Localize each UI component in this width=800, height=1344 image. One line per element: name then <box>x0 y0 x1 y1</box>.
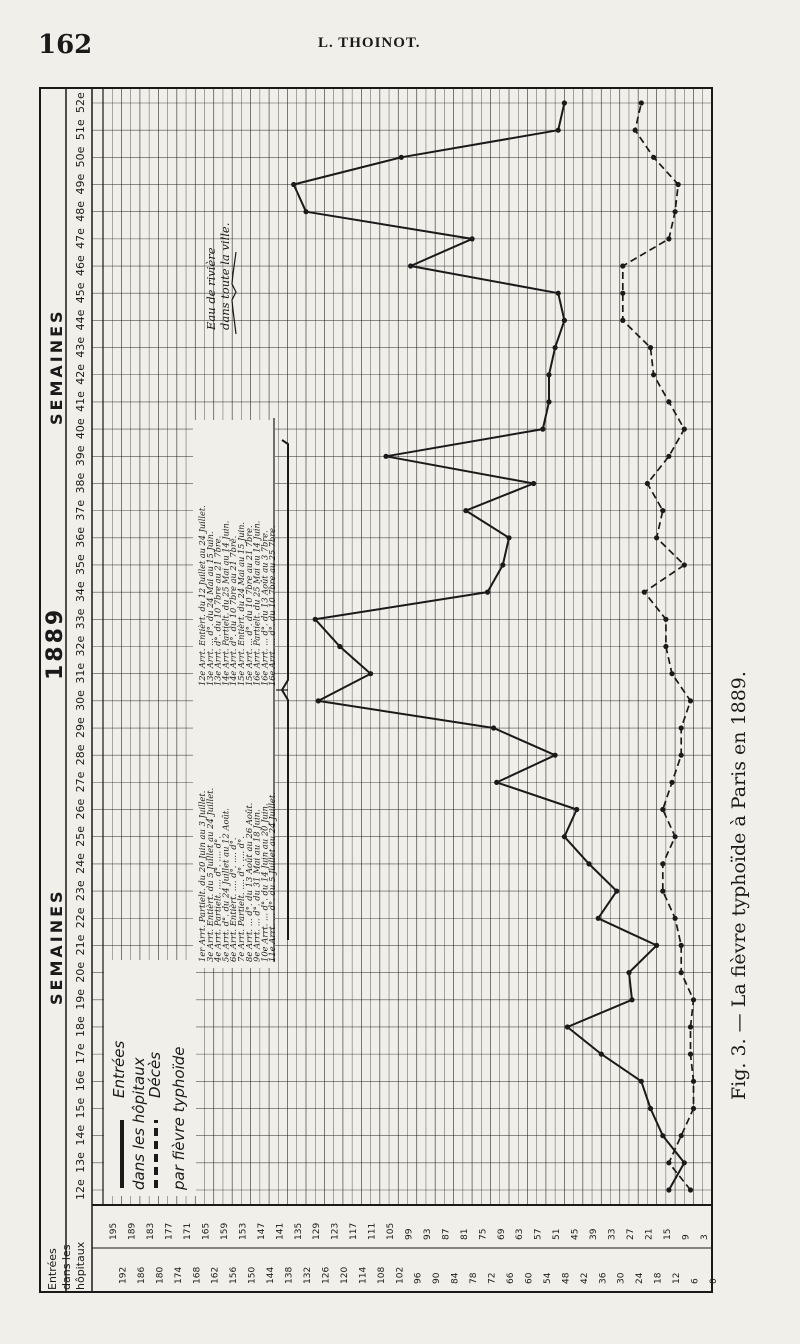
deces-point <box>639 100 644 105</box>
y-tick-outer-label: 12 <box>672 1272 683 1284</box>
y-tick-inner-label: 141 <box>275 1222 286 1240</box>
week-tick-label: 13e <box>74 1152 87 1173</box>
deces-point <box>691 1079 696 1084</box>
week-tick-label: 50e <box>74 146 87 168</box>
week-tick-label: 26e <box>74 798 87 820</box>
deces-point <box>676 182 681 187</box>
deces-point <box>620 318 625 323</box>
entrees-point <box>291 182 296 187</box>
deces-point <box>673 834 678 839</box>
y-tick-outer-label: 126 <box>321 1266 332 1284</box>
week-tick-label: 44e <box>74 309 87 331</box>
week-tick-label: 27e <box>74 771 87 793</box>
figure-caption: Fig. 3. — La fièvre typhoïde à Paris en 1889. <box>728 671 750 1100</box>
week-tick-label: 12e <box>74 1179 87 1200</box>
entrees-point <box>491 725 496 730</box>
entrees-point <box>666 1187 671 1192</box>
y-tick-inner-label: 99 <box>404 1228 415 1240</box>
entrees-point <box>553 753 558 758</box>
eau-note-line1: Eau de rivière <box>204 247 218 330</box>
entrees-point <box>316 698 321 703</box>
week-tick-label: 20e <box>74 961 87 983</box>
week-tick-label: 19e <box>74 989 87 1010</box>
y-tick-inner-label: 81 <box>459 1228 470 1240</box>
running-head: L. THOINOT. <box>318 35 421 51</box>
entrees-point <box>368 671 373 676</box>
y-tick-outer-label: 156 <box>229 1266 240 1284</box>
week-tick-label: 43e <box>74 336 87 358</box>
y-tick-outer-label: 90 <box>432 1272 443 1284</box>
y-tick-outer-label: 168 <box>192 1266 203 1284</box>
entrees-point <box>654 943 659 948</box>
week-tick-label: 45e <box>74 282 87 304</box>
week-tick-label: 14e <box>74 1124 87 1146</box>
y-tick-inner-label: 183 <box>146 1222 157 1240</box>
entrees-point <box>553 345 558 350</box>
y-tick-inner-label: 111 <box>367 1222 378 1240</box>
annotation-table <box>193 223 288 968</box>
y-tick-inner-label: 63 <box>515 1228 526 1240</box>
entrees-point <box>546 372 551 377</box>
week-tick-label: 47e <box>74 228 87 249</box>
y-tick-inner-label: 195 <box>109 1222 120 1240</box>
entrees-point <box>562 834 567 839</box>
week-tick-label: 30e <box>74 690 87 711</box>
chart-header <box>43 92 87 1200</box>
deces-point <box>666 454 671 459</box>
entrees-point <box>565 1024 570 1029</box>
y-tick-outer-label: 54 <box>542 1272 553 1284</box>
chart-title: 1889 <box>43 606 68 680</box>
week-tick-label: 18e <box>74 1016 87 1037</box>
entrees-point <box>337 644 342 649</box>
deces-point <box>633 128 638 133</box>
y-tick-inner-label: 21 <box>644 1228 655 1240</box>
week-tick-label: 21e <box>74 934 87 956</box>
y-tick-inner-label: 135 <box>293 1222 304 1240</box>
y-tick-inner-label: 27 <box>625 1228 636 1240</box>
legend <box>104 960 196 1196</box>
annot-right-line: 13e Arrt. ... d°. du 24 Mai au 15 Juin. <box>204 531 215 686</box>
y-tick-inner-label: 117 <box>349 1222 360 1240</box>
y-tick-inner-label: 171 <box>183 1222 194 1240</box>
y-tick-outer-label: 72 <box>487 1272 498 1284</box>
y-tick-outer-label: 30 <box>616 1272 627 1284</box>
y-tick-outer-label: 108 <box>376 1266 387 1284</box>
week-tick-label: 40e <box>74 418 87 440</box>
y-tick-outer-label: 48 <box>561 1272 572 1284</box>
entrees-point <box>614 889 619 894</box>
deces-point <box>688 1024 693 1029</box>
annot-left-line: 3e Arrt. Entièrt. du 5 Juillet au 24 Juillet. <box>204 787 215 962</box>
y-tick-outer-label: 144 <box>266 1266 277 1284</box>
y-tick-inner-label: 177 <box>164 1222 175 1240</box>
week-tick-label: 32e <box>74 635 87 657</box>
legend-dashed-line2: par fièvre typhoïde <box>170 1046 188 1190</box>
annot-left-line: 10e Arrt. ... d°. du 14 Juin au 20 Juin. <box>259 803 270 962</box>
y-tick-outer-label: 150 <box>247 1266 258 1284</box>
week-tick-label: 29e <box>74 717 87 739</box>
week-tick-label: 51e <box>74 119 87 141</box>
y-tick-outer-label: 174 <box>173 1266 184 1284</box>
y-tick-outer-label: 114 <box>358 1266 369 1284</box>
deces-point <box>679 725 684 730</box>
y-tick-inner-label: 93 <box>422 1228 433 1240</box>
week-tick-label: 37e <box>74 499 87 521</box>
y-tick-inner-label: 75 <box>478 1228 489 1240</box>
deces-point <box>669 780 674 785</box>
annot-left-line: 5e Arrt. d°. du 24 Juillet au 12 Août. <box>220 808 231 962</box>
y-tick-outer-label: 36 <box>598 1272 609 1284</box>
deces-point <box>620 291 625 296</box>
y-tick-outer-label: 186 <box>136 1266 147 1284</box>
deces-point <box>679 943 684 948</box>
y-tick-outer-label: 66 <box>506 1272 516 1284</box>
legend-solid-line1: Entrées <box>110 1040 128 1098</box>
deces-point <box>648 345 653 350</box>
y-tick-outer-label: 138 <box>284 1266 295 1284</box>
y-tick-inner-label: 105 <box>386 1222 397 1240</box>
week-tick-label: 23e <box>74 880 87 902</box>
entrees-point <box>383 454 388 459</box>
eau-note-line2: dans toute la ville. <box>218 222 232 330</box>
annot-left-line: 6e Arrt. Entièrt. .... d°. .... d°. <box>228 837 239 962</box>
deces-point <box>669 671 674 676</box>
week-tick-label: 35e <box>74 554 87 575</box>
y-tick-outer-label: 42 <box>579 1272 590 1284</box>
annot-left-line: 1er Arrt. Partielt. du 20 Juin au 3 Juillet. <box>197 790 207 962</box>
entrees-point <box>470 236 475 241</box>
week-tick-label: 48e <box>74 200 87 222</box>
deces-point <box>654 535 659 540</box>
deces-point <box>651 372 656 377</box>
week-tick-label: 22e <box>74 907 87 929</box>
entrees-point <box>648 1106 653 1111</box>
deces-point <box>666 399 671 404</box>
entrees-point <box>596 916 601 921</box>
y-tick-inner-label: 129 <box>312 1222 323 1240</box>
y-axis-title-line1: Entrées <box>46 1248 59 1290</box>
week-tick-label: 33e <box>74 608 87 630</box>
annot-right-line: 16e Arrt. ... d°. du 10 7bre au 25 7bre. <box>267 525 278 686</box>
week-tick-label: 24e <box>74 853 87 874</box>
page-number: 162 <box>38 30 93 60</box>
entrees-point <box>556 291 561 296</box>
y-tick-outer-label: 18 <box>653 1272 664 1284</box>
annot-left-line: 7e Arrt. Partielt. .... d°. .... d°. <box>236 835 246 962</box>
week-tick-label: 38e <box>74 472 87 494</box>
entrees-point <box>531 481 536 486</box>
entrees-point <box>463 508 468 513</box>
y-tick-inner-label: 57 <box>533 1228 544 1240</box>
y-tick-outer-label: 162 <box>210 1266 221 1284</box>
week-tick-label: 42e <box>74 363 87 385</box>
legend-dashed-line1: Décès <box>146 1051 164 1098</box>
annot-right-line: 15e Arrt. ... d°. du 10 7bre au 21 7bre. <box>243 525 254 686</box>
legend-solid-line2: dans les hôpitaux <box>130 1057 148 1190</box>
annot-right-line: 14e Arrt. d°. du 10 7bre au 21 7bre. <box>228 535 239 686</box>
y-tick-inner-label: 51 <box>552 1228 563 1240</box>
annot-left-line: 9e Arrt. ... d°. du 31 Mai au 18 Juin. <box>251 809 262 962</box>
y-tick-inner-label: 153 <box>238 1222 249 1240</box>
entrees-point <box>556 128 561 133</box>
y-tick-outer-label: 0 <box>709 1278 719 1284</box>
x-axis-label-upper: SEMAINES <box>47 308 66 425</box>
y-axis <box>46 1223 719 1290</box>
entrees-point <box>546 399 551 404</box>
deces-point <box>660 889 665 894</box>
deces-point <box>691 997 696 1002</box>
y-tick-inner-label: 69 <box>496 1228 507 1240</box>
y-tick-outer-label: 120 <box>339 1266 350 1284</box>
annot-right-line: 14e Arrt. Partielt. du 25 Mai au 14 Juin. <box>220 520 231 686</box>
deces-point <box>679 1133 684 1138</box>
y-tick-outer-label: 180 <box>155 1266 166 1284</box>
annot-right-line: 16e Arrt. Partielt. du 25 Mai au 14 Juin. <box>251 520 262 686</box>
y-tick-inner-label: 165 <box>201 1222 212 1240</box>
y-axis-title-line3: hôpitaux <box>74 1241 87 1290</box>
entrees-point <box>586 861 591 866</box>
entrees-point <box>626 970 631 975</box>
y-tick-inner-label: 39 <box>589 1228 600 1240</box>
deces-point <box>663 644 668 649</box>
y-tick-inner-label: 189 <box>127 1222 138 1240</box>
week-tick-label: 28e <box>74 744 87 766</box>
y-tick-inner-label: 9 <box>681 1234 692 1240</box>
entrees-point <box>485 590 490 595</box>
week-tick-label: 39e <box>74 445 87 467</box>
y-axis-title-line2: dans les <box>60 1244 73 1290</box>
entrees-point <box>399 155 404 160</box>
y-tick-outer-label: 60 <box>524 1272 535 1284</box>
y-tick-inner-label: 15 <box>662 1228 673 1240</box>
annot-right-line: 12e Arrt. Entièrt. du 12 Juillet au 24 Juillet. <box>197 505 207 686</box>
entrees-point <box>500 562 505 567</box>
week-tick-label: 16e <box>74 1070 87 1092</box>
entrees-point <box>506 535 511 540</box>
deces-point <box>688 698 693 703</box>
week-tick-label: 34e <box>74 581 87 603</box>
entrees-point <box>599 1052 604 1057</box>
week-tick-label: 52e <box>74 92 87 113</box>
week-tick-label: 25e <box>74 825 87 847</box>
week-tick-label: 49e <box>74 173 87 195</box>
y-tick-outer-label: 132 <box>303 1266 313 1284</box>
deces-point <box>642 590 647 595</box>
deces-point <box>679 753 684 758</box>
y-tick-inner-label: 45 <box>570 1228 581 1240</box>
y-tick-outer-label: 192 <box>118 1266 129 1284</box>
deces-point <box>679 970 684 975</box>
entrees-point <box>682 1160 687 1165</box>
entrees-point <box>574 807 579 812</box>
y-tick-outer-label: 84 <box>450 1272 461 1284</box>
y-tick-outer-label: 6 <box>690 1278 701 1284</box>
annot-right-line: 16e Arrt. ... d°. du 13 Août au 3 7bre. <box>259 530 270 686</box>
deces-point <box>691 1106 696 1111</box>
y-tick-outer-label: 102 <box>395 1266 406 1284</box>
annot-right-line: 15e Arrt. Entièrt. du 24 Mai au 15 Juin. <box>236 522 246 686</box>
deces-point <box>688 1187 693 1192</box>
annot-left-line: 8e Arrt. ... d°. du 13 Août au 26 Août. <box>243 802 254 962</box>
y-tick-inner-label: 3 <box>699 1234 710 1240</box>
deces-point <box>663 617 668 622</box>
entrees-point <box>629 997 634 1002</box>
y-tick-inner-label: 147 <box>256 1222 267 1240</box>
y-tick-inner-label: 123 <box>330 1222 341 1240</box>
week-tick-label: 46e <box>74 255 87 277</box>
deces-point <box>673 916 678 921</box>
entrees-point <box>660 1133 665 1138</box>
week-tick-label: 31e <box>74 662 87 684</box>
entrees-point <box>562 100 567 105</box>
annot-right-line: 13e Arrt. d°. du 10 7bre au 21 7bre. <box>212 535 223 686</box>
entrees-point <box>494 780 499 785</box>
y-tick-inner-label: 33 <box>607 1228 618 1240</box>
entrees-point <box>303 209 308 214</box>
y-tick-outer-label: 96 <box>413 1272 424 1284</box>
deces-point <box>660 508 665 513</box>
entrees-point <box>562 318 567 323</box>
week-tick-label: 36e <box>74 527 87 548</box>
y-tick-inner-label: 87 <box>441 1228 452 1240</box>
deces-point <box>651 155 656 160</box>
y-tick-outer-label: 78 <box>469 1272 480 1284</box>
y-tick-outer-label: 24 <box>635 1272 646 1284</box>
entrees-point <box>408 263 413 268</box>
week-tick-label: 15e <box>74 1097 87 1119</box>
week-tick-label: 17e <box>74 1043 87 1065</box>
deces-point <box>666 1160 671 1165</box>
deces-point <box>682 427 687 432</box>
entrees-point <box>313 617 318 622</box>
deces-point <box>673 209 678 214</box>
y-tick-inner-label: 159 <box>219 1222 230 1240</box>
deces-point <box>660 861 665 866</box>
annot-left-line: 11e Arrt. ... d°. du 5 Juillet au 24 Juillet. <box>267 792 278 962</box>
x-axis-label-lower: SEMAINES <box>47 888 66 1005</box>
entrees-point <box>639 1079 644 1084</box>
deces-point <box>620 263 625 268</box>
deces-point <box>682 562 687 567</box>
deces-point <box>666 236 671 241</box>
annot-left-line: 4e Arrt. Partielt. .... d°. .... d°. <box>212 835 223 962</box>
week-tick-label: 41e <box>74 391 87 412</box>
entrees-point <box>540 427 545 432</box>
deces-point <box>645 481 650 486</box>
deces-point <box>688 1052 693 1057</box>
deces-point <box>660 807 665 812</box>
